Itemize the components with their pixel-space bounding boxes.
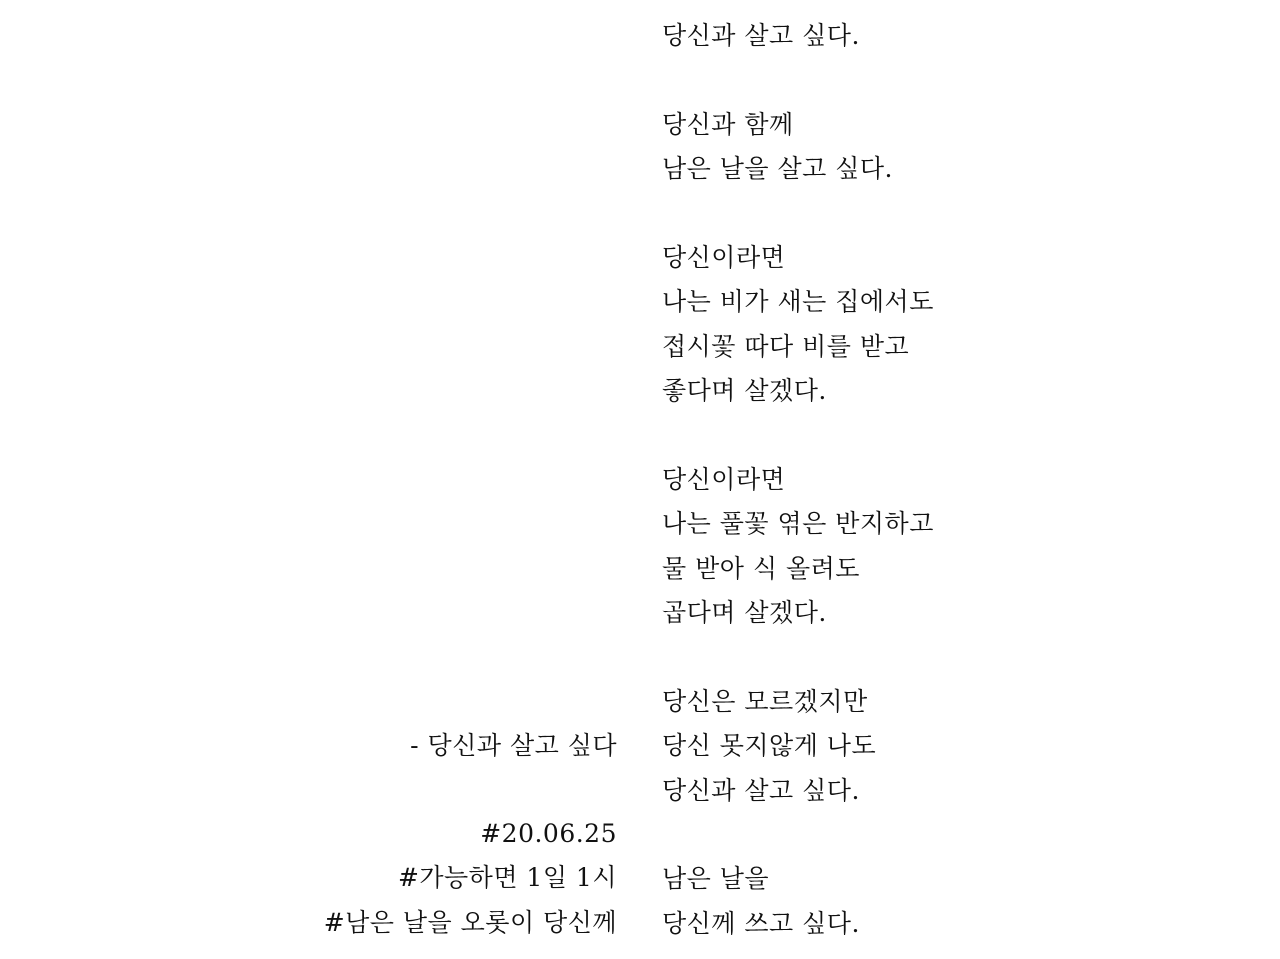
poem-line: 당신과 함께 xyxy=(662,109,794,139)
poem-line: 당신이라면 xyxy=(662,464,786,494)
poem-line: 당신과 살고 싶다. xyxy=(662,21,860,50)
stanza-break xyxy=(662,58,1122,102)
poem-line: 당신은 모르겠지만 xyxy=(662,686,868,716)
hashtag-list xyxy=(324,812,617,945)
poem-body xyxy=(662,14,1122,946)
poem-line: 당신과 살고 싶다. xyxy=(662,775,860,805)
hashtag: #20.06.25 xyxy=(480,819,617,848)
poem-title xyxy=(410,724,617,768)
poem-line: 당신 못지않게 나도 xyxy=(662,731,877,761)
poem-title-text: - 당신과 살고 싶다 xyxy=(410,731,617,760)
poem-line: 나는 비가 새는 집에서도 xyxy=(662,287,934,317)
stanza-break xyxy=(662,813,1122,857)
stanza-break xyxy=(662,414,1122,458)
poem-line: 접시꽃 따다 비를 받고 xyxy=(662,331,910,361)
stanza-break xyxy=(662,635,1122,679)
poem-line: 당신이라면 xyxy=(662,242,786,272)
poem-line: 물 받아 식 올려도 xyxy=(662,553,860,583)
poem-line: 나는 풀꽃 엮은 반지하고 xyxy=(662,509,934,539)
hashtag: #가능하면 1일 1시 xyxy=(397,863,617,893)
poem-line: 남은 날을 살고 싶다. xyxy=(662,154,893,184)
poem-line: 곱다며 살겠다. xyxy=(662,598,827,628)
poem-line: 남은 날을 xyxy=(662,864,770,894)
poem-line: 좋다며 살겠다. xyxy=(662,376,827,406)
poem-line: 당신께 쓰고 싶다. xyxy=(662,908,860,938)
hashtag: #남은 날을 오롯이 당신께 xyxy=(323,907,617,937)
stanza-break xyxy=(662,192,1122,236)
